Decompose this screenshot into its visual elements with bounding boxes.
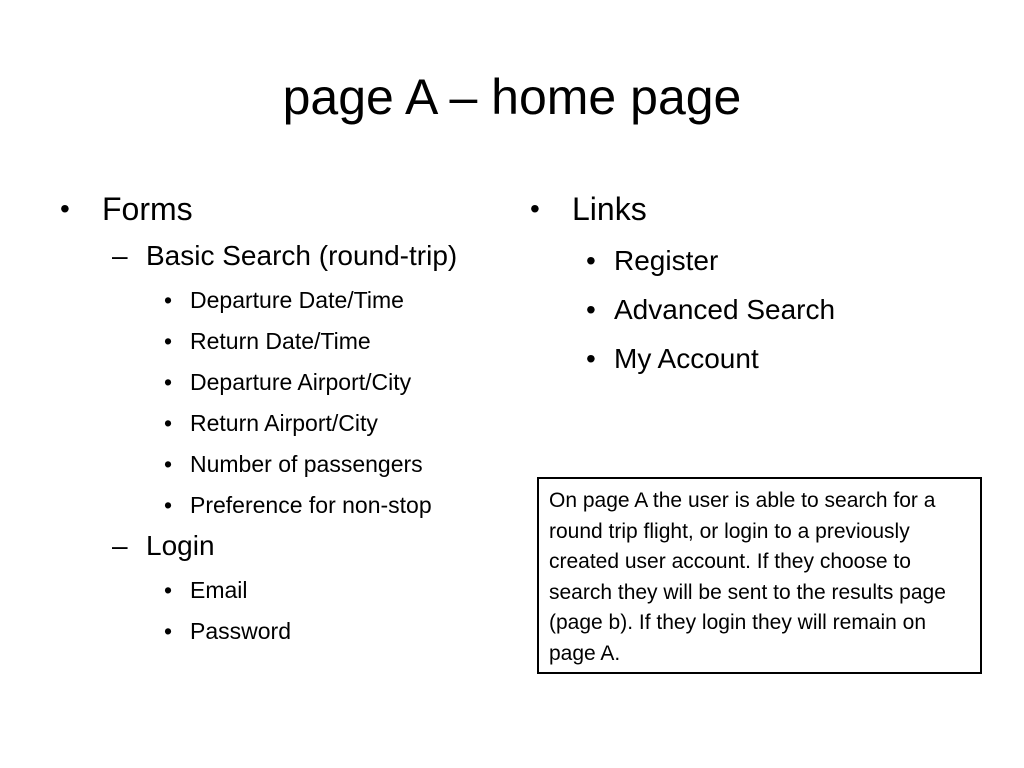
bullet-dot: • [164,287,173,313]
list-item [60,409,500,438]
link-label: Advanced Search [614,294,836,325]
slide-title: page A – home page [282,69,742,125]
list-item [60,327,500,356]
forms-groups [60,238,500,646]
list-item [60,491,500,520]
link-item-my-account [530,341,970,377]
bullet-dot: • [164,328,173,354]
bullet-dot: • [164,451,173,477]
field-label: Password [190,618,291,644]
forms-column [60,188,500,646]
bullet-dot: • [164,369,173,395]
bullet-dot: • [164,492,173,518]
group-label: Basic Search (round-trip) [146,240,458,271]
link-label: Register [614,245,719,276]
group-label: Login [146,530,215,561]
link-item-advanced-search [530,292,970,328]
list-item [60,450,500,479]
login-fields [60,576,500,646]
bullet-dot: • [530,193,540,224]
bullet-dot: • [586,294,596,325]
field-label: Return Date/Time [190,328,371,354]
field-label: Preference for non-stop [190,492,432,518]
note-box: On page A the user is able to search for a round trip flight, or login to a previously created user account. If they choose to search they will be sent to the results page (page b). If they login they will remain on page A. [537,477,982,674]
field-label: Return Airport/City [190,410,378,436]
field-label: Departure Date/Time [190,287,404,313]
links-list [530,243,970,377]
group-basic-search [60,238,500,274]
bullet-dot: • [586,245,596,276]
links-heading-item [530,188,970,230]
basic-search-fields [60,286,500,520]
list-item [60,617,500,646]
forms-heading: Forms [102,191,193,227]
list-item [60,368,500,397]
field-label: Departure Airport/City [190,369,412,395]
links-heading: Links [572,191,647,227]
bullet-dot: • [164,618,173,644]
forms-heading-item [60,188,500,230]
bullet-dash: – [112,240,128,271]
list-item [60,286,500,315]
bullet-dot: • [586,343,596,374]
list-item [60,576,500,605]
bullet-dot: • [164,577,173,603]
field-label: Email [190,577,248,603]
links-column [530,188,970,377]
bullet-dot: • [164,410,173,436]
bullet-dot: • [60,193,70,224]
field-label: Number of passengers [190,451,423,477]
link-label: My Account [614,343,759,374]
link-item-register [530,243,970,279]
bullet-dash: – [112,530,128,561]
group-login [60,528,500,564]
